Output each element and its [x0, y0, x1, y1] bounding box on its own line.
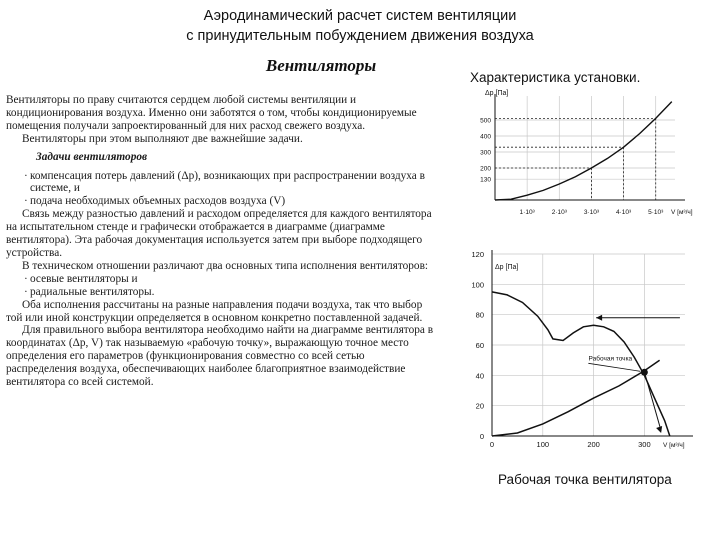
y-axis-label: Δp [Па]	[485, 90, 509, 97]
y-tick-label: 100	[471, 280, 484, 290]
system-curve	[495, 102, 672, 200]
bullet-dot: ·	[24, 272, 28, 285]
y-tick-label: 130	[480, 176, 491, 184]
y-tick-label: 20	[475, 401, 484, 411]
slide-title-line-1: Аэродинамический расчет систем вентиляции	[203, 8, 517, 24]
x-axis-label: V [м³/ч]	[663, 442, 685, 449]
fan-curve	[492, 292, 670, 436]
slide-title-line-2: с принудительным побуждением движения воздуха	[186, 28, 534, 44]
figure-top-title: Характеристика установки.	[470, 70, 641, 85]
paragraph-types-intro: В техническом отношении различают два основных типа исполнения вентиляторов:	[22, 259, 429, 272]
bullet-dot: ·	[24, 195, 28, 208]
arrow-line	[645, 375, 661, 431]
operating-point-label: Рабочая точка	[588, 355, 633, 363]
figure-bottom-title: Рабочая точка вентилятора	[498, 472, 672, 487]
paragraph-intro: Вентиляторы по праву считаются сердцем любой системы вентиляции и кондиционирования воздуха. Именно они заботятся о том, чтобы кондиционируемые помещения получали запроектированный для них расход свежего воздуха.	[6, 94, 417, 132]
arrow-head	[656, 426, 662, 433]
x-axis-label: V [м³/ч]	[671, 209, 693, 216]
y-tick-label: 400	[480, 133, 491, 141]
task-item	[6, 170, 434, 196]
type-text: осевые вентиляторы и	[30, 272, 138, 285]
section-title: Вентиляторы	[265, 56, 377, 75]
x-tick-label: 0	[489, 440, 495, 449]
y-tick-label: 120	[471, 250, 484, 259]
bullet-dot: ·	[24, 169, 28, 182]
bullet-dot: ·	[24, 285, 28, 298]
y-tick-label: 0	[479, 432, 484, 441]
paragraph-relation: Связь между разностью давлений и расходом определяется для каждого вентилятора на испытательном стенде и графически отображается в диаграмме (диаграмме вентилятора). Эта рабочая документация используется затем при выборе подходящего устройства.	[6, 208, 432, 259]
y-tick-label: 300	[480, 149, 491, 157]
y-tick-label: 200	[480, 165, 491, 173]
task-text: подача необходимых объемных расходов воздуха (V)	[30, 195, 286, 208]
task-text: компенсация потерь давлений (Δp), возникающих при распространении воздуха в системе, и	[30, 169, 425, 195]
x-tick-label: 5·10³	[648, 209, 664, 216]
fan-operating-point-chart	[450, 240, 705, 452]
paragraph-directions: Оба исполнения рассчитаны на разные направления подачи воздуха, так что выбор той или иной конструкции определяется в основном конкретно поставленной задачей.	[6, 298, 423, 324]
x-tick-label: 100	[536, 440, 550, 449]
y-tick-label: 40	[475, 371, 484, 381]
paragraph-selection: Для правильного выбора вентилятора необходимо найти на диаграмме вентилятора в координатах (Δp, V) так называемую «рабочую точку», выражающую точное место определения его параметров (функционирования совместно со всей сетью распределения воздуха, обеспечивающих наиболее благоприятное взаимодействие вентилятора со всей системой.	[6, 324, 434, 389]
annotation-line	[588, 363, 640, 371]
y-axis-label: Δp [Па]	[495, 264, 519, 272]
body-text	[6, 94, 434, 389]
x-tick-label: 300	[638, 440, 651, 449]
y-tick-label: 500	[480, 117, 491, 125]
tasks-heading: Задачи вентиляторов	[36, 150, 148, 163]
operating-point-marker	[641, 369, 648, 376]
x-tick-label: 200	[587, 440, 600, 449]
type-item	[6, 286, 434, 299]
task-item	[6, 195, 434, 208]
system-curve	[492, 360, 660, 436]
system-characteristic-chart	[455, 86, 705, 226]
y-tick-label: 80	[475, 310, 484, 320]
x-tick-label: 4·10³	[615, 209, 632, 216]
slide-title	[0, 6, 720, 46]
y-tick-label: 60	[475, 341, 484, 350]
x-tick-label: 3·10³	[583, 209, 600, 216]
paragraph-tasks-intro: Вентиляторы при этом выполняют две важнейшие задачи.	[22, 132, 303, 145]
arrow-head	[596, 315, 602, 321]
type-text: радиальные вентиляторы.	[30, 285, 155, 298]
x-tick-label: 2·10³	[551, 209, 567, 216]
x-tick-label: 1·10³	[519, 209, 535, 216]
type-item	[6, 273, 434, 286]
